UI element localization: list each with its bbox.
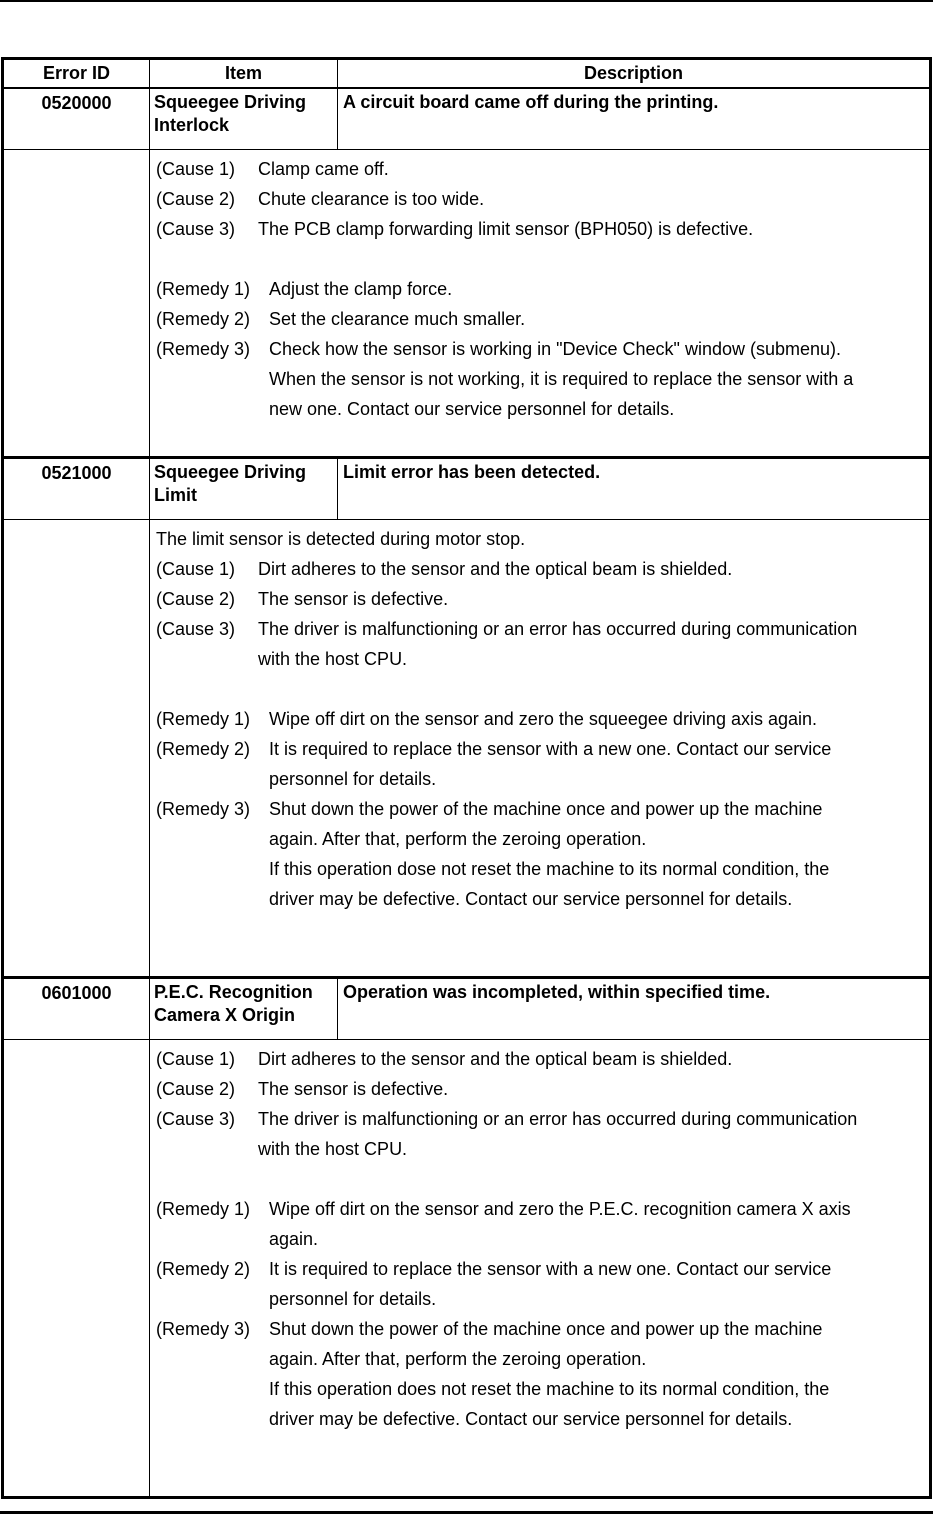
cause-line — [156, 584, 923, 614]
remedy-line — [156, 1194, 923, 1224]
error-id: 0601000 — [3, 978, 150, 1040]
remedy-text-continued: If this operation dose not reset the machine to its normal condition, the — [269, 859, 830, 879]
remedy-label: (Remedy 1) — [156, 709, 251, 729]
empty-id-cell — [3, 1040, 150, 1498]
remedy-label: (Remedy 3) — [156, 339, 251, 359]
header-item: Item — [150, 59, 338, 89]
remedy-text: Check how the sensor is working in "Device Check" window (submenu). — [269, 339, 842, 359]
empty-id-cell — [3, 150, 150, 458]
cause-label: (Cause 2) — [156, 189, 236, 209]
cause-text: The driver is malfunctioning or an error has occurred during communication — [258, 619, 858, 639]
remedy-text: It is required to replace the sensor with a new one. Contact our service — [269, 739, 832, 759]
remedy-label: (Remedy 1) — [156, 279, 251, 299]
spacer — [156, 244, 923, 274]
remedy-text-continued: driver may be defective. Contact our service personnel for details. — [269, 1409, 793, 1429]
cause-line — [156, 184, 923, 214]
cause-text: Dirt adheres to the sensor and the optical beam is shielded. — [258, 1049, 733, 1069]
error-summary-row — [3, 458, 931, 520]
remedy-text: Set the clearance much smaller. — [269, 309, 526, 329]
error-item — [150, 978, 338, 1040]
remedy-line — [156, 704, 923, 734]
table-header-row — [3, 59, 931, 89]
cause-text-continued: with the host CPU. — [258, 1139, 408, 1159]
remedy-text-continued: personnel for details. — [269, 769, 437, 789]
cause-label: (Cause 3) — [156, 1109, 236, 1129]
error-details — [150, 1040, 931, 1498]
spacer — [156, 1164, 923, 1194]
remedy-label: (Remedy 3) — [156, 799, 251, 819]
cause-label: (Cause 3) — [156, 219, 236, 239]
error-item-line: Limit — [154, 485, 197, 505]
error-summary-row — [3, 88, 931, 150]
remedy-text: Adjust the clamp force. — [269, 279, 453, 299]
remedy-line — [156, 794, 923, 824]
error-item-line: Squeegee Driving — [154, 92, 307, 112]
remedy-line — [156, 1314, 923, 1344]
remedy-text: Wipe off dirt on the sensor and zero the P.E.C. recognition camera X axis — [269, 1199, 851, 1219]
cause-text: Clamp came off. — [258, 159, 389, 179]
remedy-line — [156, 734, 923, 764]
cause-text: The PCB clamp forwarding limit sensor (BPH050) is defective. — [258, 219, 754, 239]
spacer — [156, 674, 923, 704]
page-top-rule — [0, 0, 933, 2]
cause-line — [156, 554, 923, 584]
remedy-text: It is required to replace the sensor with a new one. Contact our service — [269, 1259, 832, 1279]
error-detail-row — [3, 520, 931, 978]
cause-text: Chute clearance is too wide. — [258, 189, 485, 209]
cause-line — [156, 154, 923, 184]
error-description: A circuit board came off during the printing. — [338, 88, 931, 150]
error-item-line: Squeegee Driving — [154, 462, 307, 482]
error-summary-row — [3, 978, 931, 1040]
remedy-label: (Remedy 1) — [156, 1199, 251, 1219]
cause-text: The driver is malfunctioning or an error has occurred during communication — [258, 1109, 858, 1129]
header-description: Description — [338, 59, 931, 89]
remedy-text-continued: driver may be defective. Contact our service personnel for details. — [269, 889, 793, 909]
cause-label: (Cause 2) — [156, 589, 236, 609]
cause-label: (Cause 2) — [156, 1079, 236, 1099]
error-id: 0521000 — [3, 458, 150, 520]
remedy-label: (Remedy 2) — [156, 309, 251, 329]
cause-line — [156, 614, 923, 644]
cause-label: (Cause 1) — [156, 1049, 236, 1069]
remedy-text-continued: If this operation does not reset the machine to its normal condition, the — [269, 1379, 830, 1399]
cause-text: The sensor is defective. — [258, 1079, 449, 1099]
error-item-line: P.E.C. Recognition — [154, 982, 313, 1002]
error-detail-row — [3, 1040, 931, 1498]
header-error-id: Error ID — [3, 59, 150, 89]
remedy-line — [156, 274, 923, 304]
cause-text-continued: with the host CPU. — [258, 649, 408, 669]
empty-id-cell — [3, 520, 150, 978]
remedy-text-continued: personnel for details. — [269, 1289, 437, 1309]
detail-intro: The limit sensor is detected during motor stop. — [156, 529, 526, 549]
remedy-label: (Remedy 2) — [156, 1259, 251, 1279]
error-description: Limit error has been detected. — [338, 458, 931, 520]
remedy-line — [156, 304, 923, 334]
error-detail-row — [3, 150, 931, 458]
error-item-line: Interlock — [154, 115, 230, 135]
cause-line — [156, 1044, 923, 1074]
cause-text: Dirt adheres to the sensor and the optical beam is shielded. — [258, 559, 733, 579]
remedy-text: Shut down the power of the machine once and power up the machine — [269, 799, 823, 819]
remedy-line — [156, 1254, 923, 1284]
error-description: Operation was incompleted, within specified time. — [338, 978, 931, 1040]
cause-text: The sensor is defective. — [258, 589, 449, 609]
cause-label: (Cause 3) — [156, 619, 236, 639]
error-id: 0520000 — [3, 88, 150, 150]
remedy-text-continued: again. After that, perform the zeroing operation. — [269, 1349, 647, 1369]
error-item-line: Camera X Origin — [154, 1005, 296, 1025]
remedy-text-continued: again. — [269, 1229, 319, 1249]
remedy-label: (Remedy 2) — [156, 739, 251, 759]
remedy-text-continued: When the sensor is not working, it is required to replace the sensor with a — [269, 369, 854, 389]
cause-line — [156, 1104, 923, 1134]
error-item — [150, 458, 338, 520]
remedy-text: Shut down the power of the machine once and power up the machine — [269, 1319, 823, 1339]
error-details — [150, 520, 931, 978]
cause-label: (Cause 1) — [156, 159, 236, 179]
remedy-text: Wipe off dirt on the sensor and zero the squeegee driving axis again. — [269, 709, 818, 729]
error-table — [1, 57, 932, 1499]
cause-line — [156, 1074, 923, 1104]
error-item — [150, 88, 338, 150]
remedy-line — [156, 334, 923, 364]
cause-label: (Cause 1) — [156, 559, 236, 579]
remedy-label: (Remedy 3) — [156, 1319, 251, 1339]
remedy-text-continued: new one. Contact our service personnel for details. — [269, 399, 675, 419]
remedy-text-continued: again. After that, perform the zeroing operation. — [269, 829, 647, 849]
cause-line — [156, 214, 923, 244]
error-details — [150, 150, 931, 458]
